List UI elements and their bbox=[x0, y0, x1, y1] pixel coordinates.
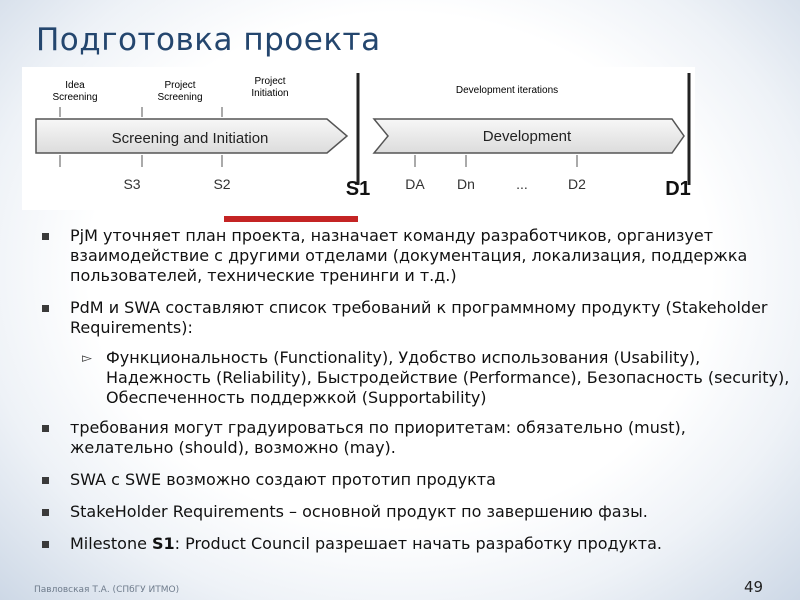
project-initiation-label-2: Initiation bbox=[251, 88, 289, 99]
milestone-s1-emphasis: S1 bbox=[152, 534, 175, 553]
idea-screening-label-2: Screening bbox=[52, 92, 98, 103]
square-bullet-icon bbox=[42, 477, 49, 484]
square-bullet-icon bbox=[42, 541, 49, 548]
square-bullet-icon bbox=[42, 305, 49, 312]
square-bullet-icon bbox=[42, 509, 49, 516]
bullet-text: StakeHolder Requirements – основной продукт по завершению фазы. bbox=[70, 502, 648, 521]
milestone-s3: S3 bbox=[123, 176, 141, 192]
idea-screening-label: Idea bbox=[65, 80, 85, 91]
milestone-da: DA bbox=[405, 176, 425, 192]
milestone-d2: D2 bbox=[568, 176, 586, 192]
development-arrow-label: Development bbox=[482, 128, 572, 145]
bullet-item bbox=[40, 418, 792, 458]
footer-author: Павловская Т.А. (СПбГУ ИТМО) bbox=[34, 585, 180, 595]
bullet-item bbox=[40, 470, 792, 490]
bullet-text: PjM уточняет план проекта, назначает команду разработчиков, организует взаимодействие с другими отделами (документация, локализация, поддержка пользователей, технические тренинги и т.д.) bbox=[70, 226, 748, 285]
bullet-item bbox=[40, 534, 792, 554]
slide-title: Подготовка проекта bbox=[36, 22, 381, 58]
sub-bullet-text: Функциональность (Functionality), Удобство использования (Usability), Надежность (Reliability), Быстродействие (Performance), Безопасность (security), Обеспеченность поддержкой (Supportability) bbox=[106, 348, 790, 407]
page-number: 49 bbox=[744, 578, 764, 596]
bullet-item bbox=[40, 502, 792, 522]
milestone-s1: S1 bbox=[345, 178, 371, 200]
bullet-text: требования могут градуироваться по приоритетам: обязательно (must), желательно (should), возможно (may). bbox=[70, 418, 686, 457]
milestone-s2: S2 bbox=[213, 176, 231, 192]
bullet-text: SWA с SWE возможно создают прототип продукта bbox=[70, 470, 496, 489]
project-screening-label: Project bbox=[164, 80, 196, 91]
square-bullet-icon bbox=[42, 425, 49, 432]
milestone-dn: Dn bbox=[457, 176, 475, 192]
bullet-item bbox=[40, 298, 792, 338]
bullet-list bbox=[40, 226, 792, 566]
bullet-item bbox=[40, 226, 792, 286]
development-iterations-label: Development iterations bbox=[455, 85, 559, 96]
bullet-text-prefix: Milestone bbox=[70, 534, 153, 553]
project-screening-label-2: Screening bbox=[157, 92, 203, 103]
sub-bullet-item bbox=[40, 348, 792, 408]
square-bullet-icon bbox=[42, 233, 49, 240]
milestone-d1: D1 bbox=[665, 178, 691, 200]
arrow-bullet-icon: ▻ bbox=[82, 351, 92, 366]
red-underline-mark bbox=[224, 216, 358, 222]
milestone-ellipsis: ... bbox=[516, 176, 528, 192]
bullet-text-suffix: : Product Council разрешает начать разработку продукта. bbox=[174, 534, 662, 553]
screening-arrow-label: Screening and Initiation bbox=[111, 130, 269, 147]
phase-diagram bbox=[22, 67, 695, 210]
bullet-text: PdM и SWA составляют список требований к программному продукту (Stakeholder Requirements): bbox=[70, 298, 768, 337]
project-initiation-label: Project bbox=[254, 76, 286, 87]
